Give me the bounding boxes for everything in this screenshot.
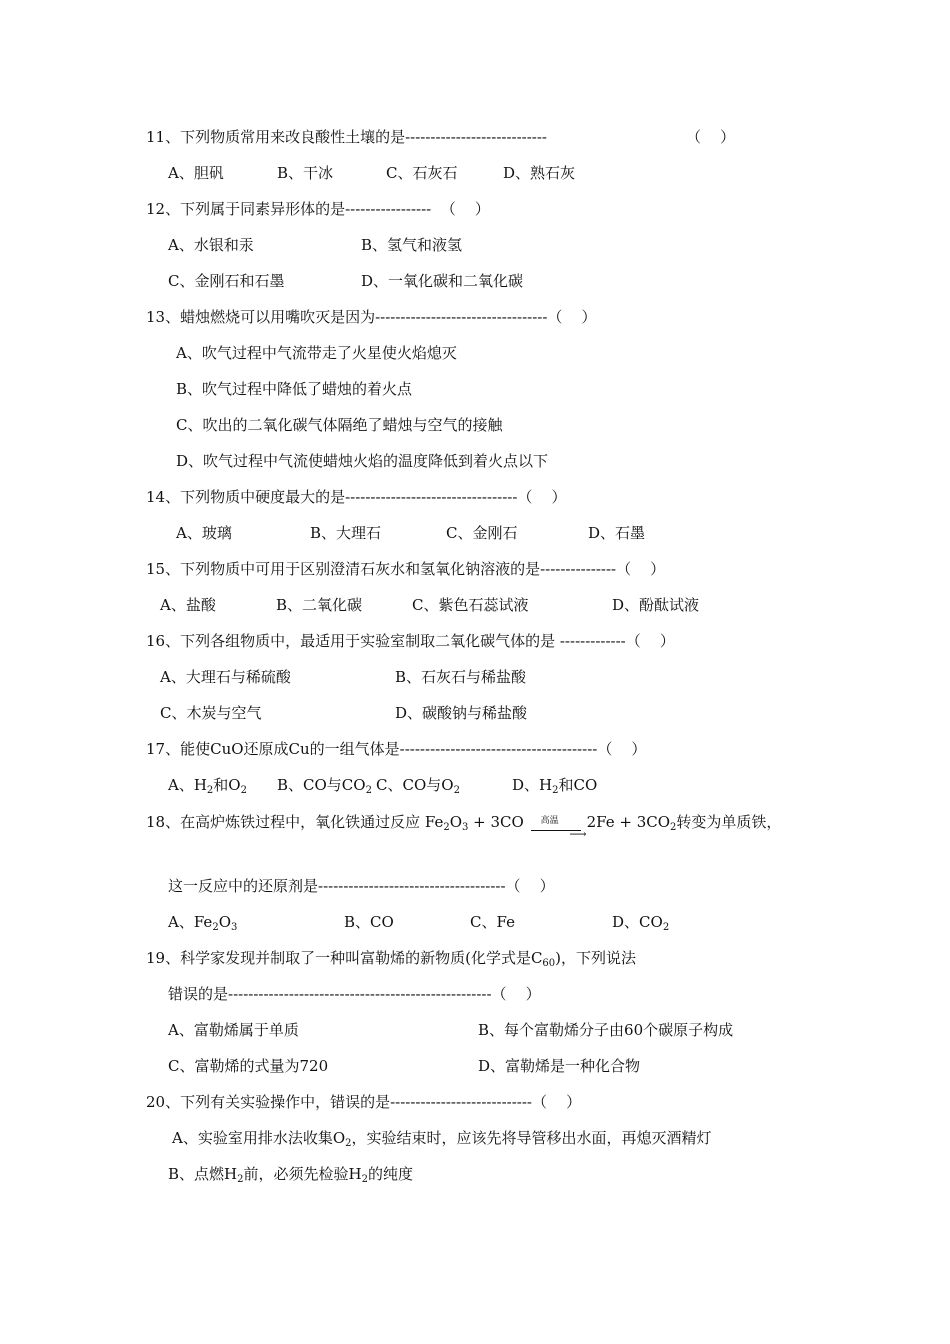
q13-option-d: D、吹气过程中气流使蜡烛火焰的温度降低到着火点以下 — [176, 452, 549, 470]
q20-stem: 20、下列有关实验操作中，错误的是----------------------------（ ） — [146, 1093, 582, 1111]
q11-stem — [146, 127, 547, 147]
q16-option-c: C、木炭与空气 — [160, 704, 262, 722]
q14-option-c: C、金刚石 — [446, 524, 518, 542]
q18-option-b: B、CO — [344, 913, 394, 931]
q18-option-c: C、Fe — [470, 913, 515, 931]
q18-option-a: A、$Fe_2O_3$ — [168, 913, 238, 933]
reaction-arrow — [529, 813, 587, 841]
q12-option-d: D、一氧化碳和二氧化碳 — [361, 272, 524, 290]
q20-option-b: B、点燃$H_2$前，必须先检验$H_2$的纯度 — [168, 1165, 413, 1185]
q13-stem: 13、蜡烛燃烧可以用嘴吹灭是因为----------------------------------（ ） — [146, 308, 597, 326]
q13-option-a: A、吹气过程中气流带走了火星使火焰熄灭 — [176, 344, 457, 362]
q19-stem-line2: 错误的是----------------------------------------------------（ ） — [168, 985, 541, 1003]
q14-option-a: A、玻璃 — [176, 524, 232, 542]
q12-option-b: B、氢气和液氢 — [361, 236, 463, 254]
q15-stem: 15、下列物质中可用于区别澄清石灰水和氢氧化钠溶液的是---------------（ ） — [146, 560, 666, 578]
reaction-condition: 高温 — [540, 816, 559, 826]
q12-option-c: C、金刚石和石墨 — [168, 272, 285, 290]
q14-stem: 14、下列物质中硬度最大的是----------------------------------（ ） — [146, 488, 567, 506]
q16-option-a: A、大理石与稀硫酸 — [160, 668, 291, 686]
q14-option-d: D、石墨 — [588, 524, 646, 542]
q19-stem-line1: 19、科学家发现并制取了一种叫富勒烯的新物质(化学式是$C_{60}$)，下列说法 — [146, 949, 637, 969]
q17-option-c: C、CO与$O_2$ — [376, 776, 460, 796]
q17-option-d: D、$H_2$和CO — [512, 776, 598, 796]
q13-option-c: C、吹出的二氧化碳气体隔绝了蜡烛与空气的接触 — [176, 416, 503, 434]
q19-option-d: D、富勒烯是一种化合物 — [478, 1057, 641, 1075]
q17-option-a: A、$H_2$和$O_2$ — [168, 776, 247, 796]
q11-option-d: D、熟石灰 — [503, 164, 576, 182]
q11-option-a: A、胆矾 — [168, 164, 224, 182]
q12-option-a: A、水银和汞 — [168, 236, 254, 254]
q20-option-a: A、实验室用排水法收集$O_2$，实验结束时，应该先将导管移出水面，再熄灭酒精灯 — [172, 1129, 712, 1149]
q18-stem-line1: 18、在高炉炼铁过程中，氧化铁通过反应 $Fe_2O_3 + 3CO$ 高温 ⟶ $2Fe + 3CO_2$转变为单质铁， — [146, 812, 781, 838]
q15-option-d: D、酚酞试液 — [612, 596, 700, 614]
q18-option-d: D、$CO_2$ — [612, 913, 670, 933]
q16-option-d: D、碳酸钠与稀盐酸 — [395, 704, 528, 722]
q16-stem: 16、下列各组物质中，最适用于实验室制取二氧化碳气体的是 -------------（ ） — [146, 632, 675, 650]
q16-option-b: B、石灰石与稀盐酸 — [395, 668, 527, 686]
q13-option-b: B、吹气过程中降低了蜡烛的着火点 — [176, 380, 413, 398]
q15-option-a: A、盐酸 — [160, 596, 216, 614]
q11-option-c: C、石灰石 — [386, 164, 458, 182]
q17-stem: 17、能使CuO还原成Cu的一组气体是---------------------------------------（ ） — [146, 740, 647, 758]
q15-option-c: C、紫色石蕊试液 — [412, 596, 529, 614]
q11-answer-paren: （ ） — [686, 128, 736, 146]
q11-stem-text: 11、下列物质常用来改良酸性土壤的是---------------------------- — [146, 128, 548, 146]
q12-stem: 12、下列属于同素异形体的是----------------- （ ） — [146, 200, 490, 218]
q19-option-b: B、每个富勒烯分子由60个碳原子构成 — [478, 1021, 734, 1039]
q14-option-b: B、大理石 — [310, 524, 382, 542]
q17-option-b: B、CO与$CO_2$ — [277, 776, 372, 796]
q19-option-a: A、富勒烯属于单质 — [168, 1021, 299, 1039]
q11-option-b: B、干冰 — [277, 164, 334, 182]
arrow-head-icon: ⟶ — [569, 827, 587, 841]
q18-stem-line2: 这一反应中的还原剂是-------------------------------------（ ） — [168, 877, 555, 895]
q15-option-b: B、二氧化碳 — [276, 596, 363, 614]
q19-option-c: C、富勒烯的式量为720 — [168, 1057, 329, 1075]
